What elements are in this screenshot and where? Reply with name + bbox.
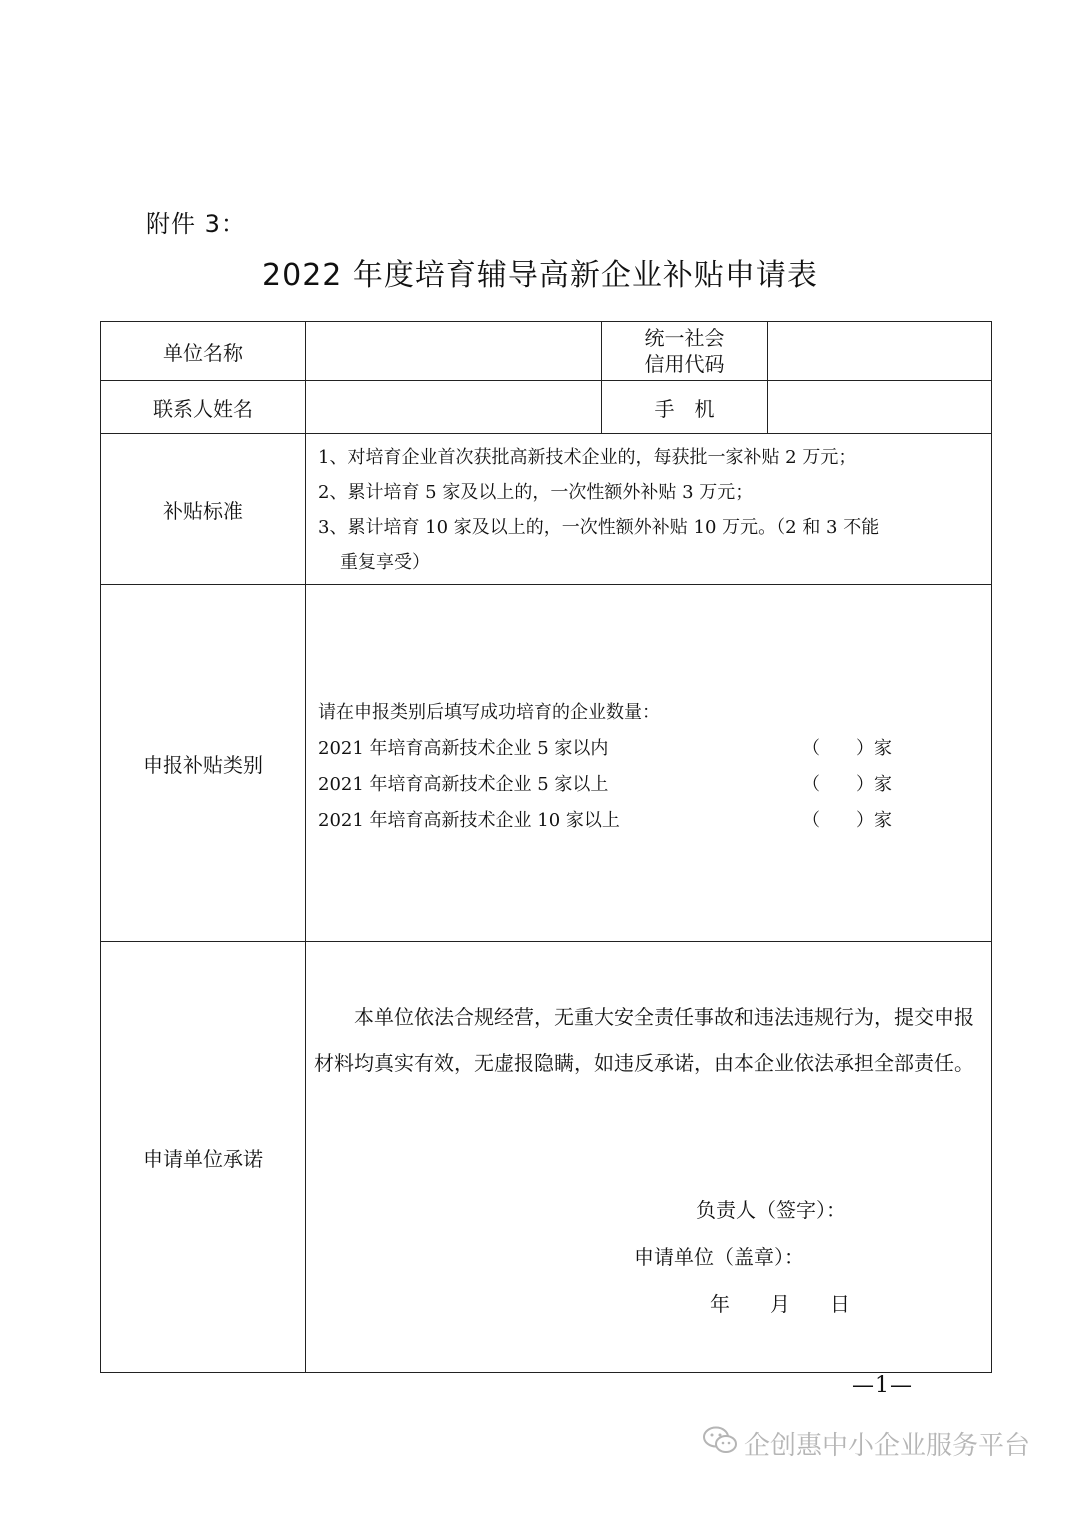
row-promise bbox=[101, 942, 992, 1373]
credit-code-label-line1: 统一社会 bbox=[644, 326, 725, 350]
standard-label: 补贴标准 bbox=[101, 434, 306, 585]
application-form bbox=[100, 321, 992, 1373]
company-name-label: 单位名称 bbox=[101, 322, 306, 381]
promise-text: 本单位依法合规经营，无重大安全责任事故和违法违规行为，提交申报材料均真实有效，无虚报隐瞒，如违反承诺，由本企业依法承担全部责任。 bbox=[314, 1005, 974, 1075]
category-intro: 请在申报类别后填写成功培育的企业数量： bbox=[318, 702, 660, 723]
category-item-text: 2021 年培育高新技术企业 10 家以上 bbox=[318, 810, 620, 831]
promise-label: 申请单位承诺 bbox=[101, 942, 306, 1373]
attachment-label: 附件 3： bbox=[146, 210, 246, 238]
category-item bbox=[318, 803, 981, 839]
promise-content bbox=[306, 942, 992, 1373]
category-item bbox=[318, 731, 981, 767]
row-standard bbox=[101, 434, 992, 585]
category-count-input[interactable]: （ ）家 bbox=[802, 810, 892, 831]
standard-item: 2、累计培育 5 家及以上的，一次性额外补贴 3 万元； bbox=[318, 482, 754, 503]
phone-field[interactable] bbox=[768, 381, 992, 434]
standard-item: 1、对培育企业首次获批高新技术企业的，每获批一家补贴 2 万元； bbox=[318, 447, 857, 468]
page-number: —1— bbox=[852, 1373, 913, 1398]
page-title: 2022 年度培育辅导高新企业补贴申请表 bbox=[262, 258, 818, 293]
credit-code-label-line2: 信用代码 bbox=[644, 352, 725, 376]
contact-field[interactable] bbox=[306, 381, 602, 434]
row-category bbox=[101, 585, 992, 942]
date-label: 年 月 日 bbox=[710, 1292, 850, 1316]
category-label: 申报补贴类别 bbox=[101, 585, 306, 942]
watermark-text: 企创惠中小企业服务平台 bbox=[744, 1431, 1031, 1461]
standard-item: 重复享受） bbox=[340, 552, 430, 573]
contact-label: 联系人姓名 bbox=[101, 381, 306, 434]
phone-label: 手 机 bbox=[602, 381, 768, 434]
category-item-text: 2021 年培育高新技术企业 5 家以上 bbox=[318, 774, 609, 795]
stamp-label: 申请单位（盖章）： bbox=[634, 1245, 804, 1269]
credit-code-label bbox=[602, 322, 768, 381]
category-content bbox=[306, 585, 992, 942]
signature-label: 负责人（签字）： bbox=[696, 1198, 846, 1222]
watermark bbox=[702, 1425, 1030, 1462]
standard-content bbox=[306, 434, 992, 585]
credit-code-field[interactable] bbox=[768, 322, 992, 381]
wechat-icon bbox=[702, 1425, 738, 1462]
row-company bbox=[101, 322, 992, 381]
category-item bbox=[318, 767, 981, 803]
standard-item: 3、累计培育 10 家及以上的，一次性额外补贴 10 万元。（2 和 3 不能 bbox=[318, 517, 880, 538]
category-count-input[interactable]: （ ）家 bbox=[802, 738, 892, 759]
category-count-input[interactable]: （ ）家 bbox=[802, 774, 892, 795]
company-name-field[interactable] bbox=[306, 322, 602, 381]
category-item-text: 2021 年培育高新技术企业 5 家以内 bbox=[318, 738, 609, 759]
row-contact bbox=[101, 381, 992, 434]
